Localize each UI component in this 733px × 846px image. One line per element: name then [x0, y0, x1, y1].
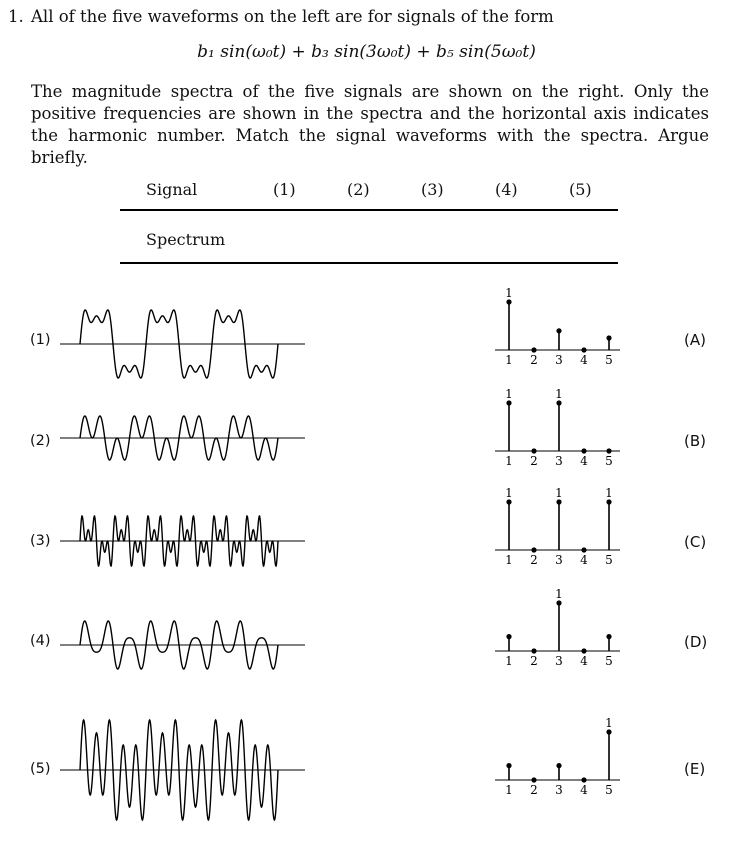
spectrum-letter-d: (D) [684, 633, 708, 651]
table-signal-label: Signal [146, 180, 198, 199]
spectrum-4-tick-5: 5 [605, 654, 613, 668]
spectrum-4-marker-3 [556, 600, 561, 605]
spectrum-letter-c: (C) [684, 533, 707, 551]
spectrum-1-tick-1: 1 [505, 353, 513, 367]
spectrum-4-value-label-3: 1 [555, 587, 563, 601]
spectrum-4-marker-4 [581, 648, 586, 653]
spectrum-3-tick-4: 4 [580, 553, 588, 567]
spectrum-1-tick-3: 3 [555, 353, 563, 367]
spectrum-2-tick-3: 3 [555, 454, 563, 468]
table-col-3: (3) [421, 180, 444, 199]
spectrum-2-marker-1 [506, 400, 511, 405]
waveform-label-2: (2) [30, 433, 51, 449]
spectrum-5-tick-4: 4 [580, 783, 588, 797]
table-col-5: (5) [569, 180, 592, 199]
spectrum-1-marker-5 [606, 335, 611, 340]
spectrum-5-tick-1: 1 [505, 783, 513, 797]
spectrum-4-marker-2 [531, 648, 536, 653]
spectrum-3-value-label-3: 1 [555, 486, 563, 500]
formula: b₁ sin(ω₀t) + b₃ sin(3ω₀t) + b₅ sin(5ω₀t) [197, 42, 536, 62]
question-intro: All of the five waveforms on the left are for signals of the form [31, 7, 554, 26]
spectrum-3-tick-3: 3 [555, 553, 563, 567]
spectrum-1-value-label-1: 1 [505, 286, 513, 300]
spectrum-2-marker-5 [606, 448, 611, 453]
spectrum-1-marker-3 [556, 328, 561, 333]
spectrum-3-value-label-1: 1 [505, 486, 513, 500]
table-col-1: (1) [273, 180, 296, 199]
spectrum-5-value-label-5: 1 [605, 716, 613, 730]
spectrum-2-tick-5: 5 [605, 454, 613, 468]
waveform-label-1: (1) [30, 332, 51, 348]
spectrum-3-marker-4 [581, 547, 586, 552]
spectrum-3-marker-3 [556, 499, 561, 504]
spectrum-4-tick-2: 2 [530, 654, 538, 668]
spectrum-2-value-label-1: 1 [505, 387, 513, 401]
spectrum-2-tick-4: 4 [580, 454, 588, 468]
spectrum-1-marker-2 [531, 347, 536, 352]
spectrum-5-marker-4 [581, 777, 586, 782]
spectrum-1-tick-5: 5 [605, 353, 613, 367]
spectrum-1-marker-4 [581, 347, 586, 352]
spectrum-4-marker-1 [506, 634, 511, 639]
spectrum-1-marker-1 [506, 299, 511, 304]
spectrum-3-marker-2 [531, 547, 536, 552]
table-col-2: (2) [347, 180, 370, 199]
spectrum-letter-a: (A) [684, 331, 706, 349]
spectrum-5-tick-3: 3 [555, 783, 563, 797]
spectrum-2-tick-1: 1 [505, 454, 513, 468]
spectrum-5-marker-1 [506, 763, 511, 768]
spectrum-2-tick-2: 2 [530, 454, 538, 468]
waveform-label-3: (3) [30, 533, 51, 549]
spectrum-2-marker-2 [531, 448, 536, 453]
spectrum-letter-b: (B) [684, 432, 706, 450]
table-col-4: (4) [495, 180, 518, 199]
spectrum-5-marker-3 [556, 763, 561, 768]
spectrum-3-tick-2: 2 [530, 553, 538, 567]
spectrum-2-value-label-3: 1 [555, 387, 563, 401]
question-paragraph: The magnitude spectra of the five signals are shown on the right. Only the positive frequencies are shown in the spectra and the horizontal axis indicates the harmonic number. Match the signal waveforms with the spectra. Argue briefly. [31, 82, 709, 167]
spectrum-5-marker-2 [531, 777, 536, 782]
spectrum-5-tick-5: 5 [605, 783, 613, 797]
waveform-label-4: (4) [30, 633, 51, 649]
spectrum-4-marker-5 [606, 634, 611, 639]
spectrum-letter-e: (E) [684, 760, 706, 778]
spectrum-3-value-label-5: 1 [605, 486, 613, 500]
spectrum-2-marker-4 [581, 448, 586, 453]
spectrum-2-marker-3 [556, 400, 561, 405]
spectrum-4-tick-4: 4 [580, 654, 588, 668]
spectrum-3-tick-1: 1 [505, 553, 513, 567]
spectrum-4-tick-3: 3 [555, 654, 563, 668]
spectrum-1-tick-2: 2 [530, 353, 538, 367]
waveform-label-5: (5) [30, 761, 51, 777]
spectrum-3-marker-5 [606, 499, 611, 504]
spectrum-3-tick-5: 5 [605, 553, 613, 567]
spectrum-1-tick-4: 4 [580, 353, 588, 367]
spectrum-5-marker-5 [606, 729, 611, 734]
spectrum-4-tick-1: 1 [505, 654, 513, 668]
spectrum-3-marker-1 [506, 499, 511, 504]
table-spectrum-label: Spectrum [146, 230, 226, 249]
question-number: 1. [8, 7, 24, 26]
spectrum-5-tick-2: 2 [530, 783, 538, 797]
